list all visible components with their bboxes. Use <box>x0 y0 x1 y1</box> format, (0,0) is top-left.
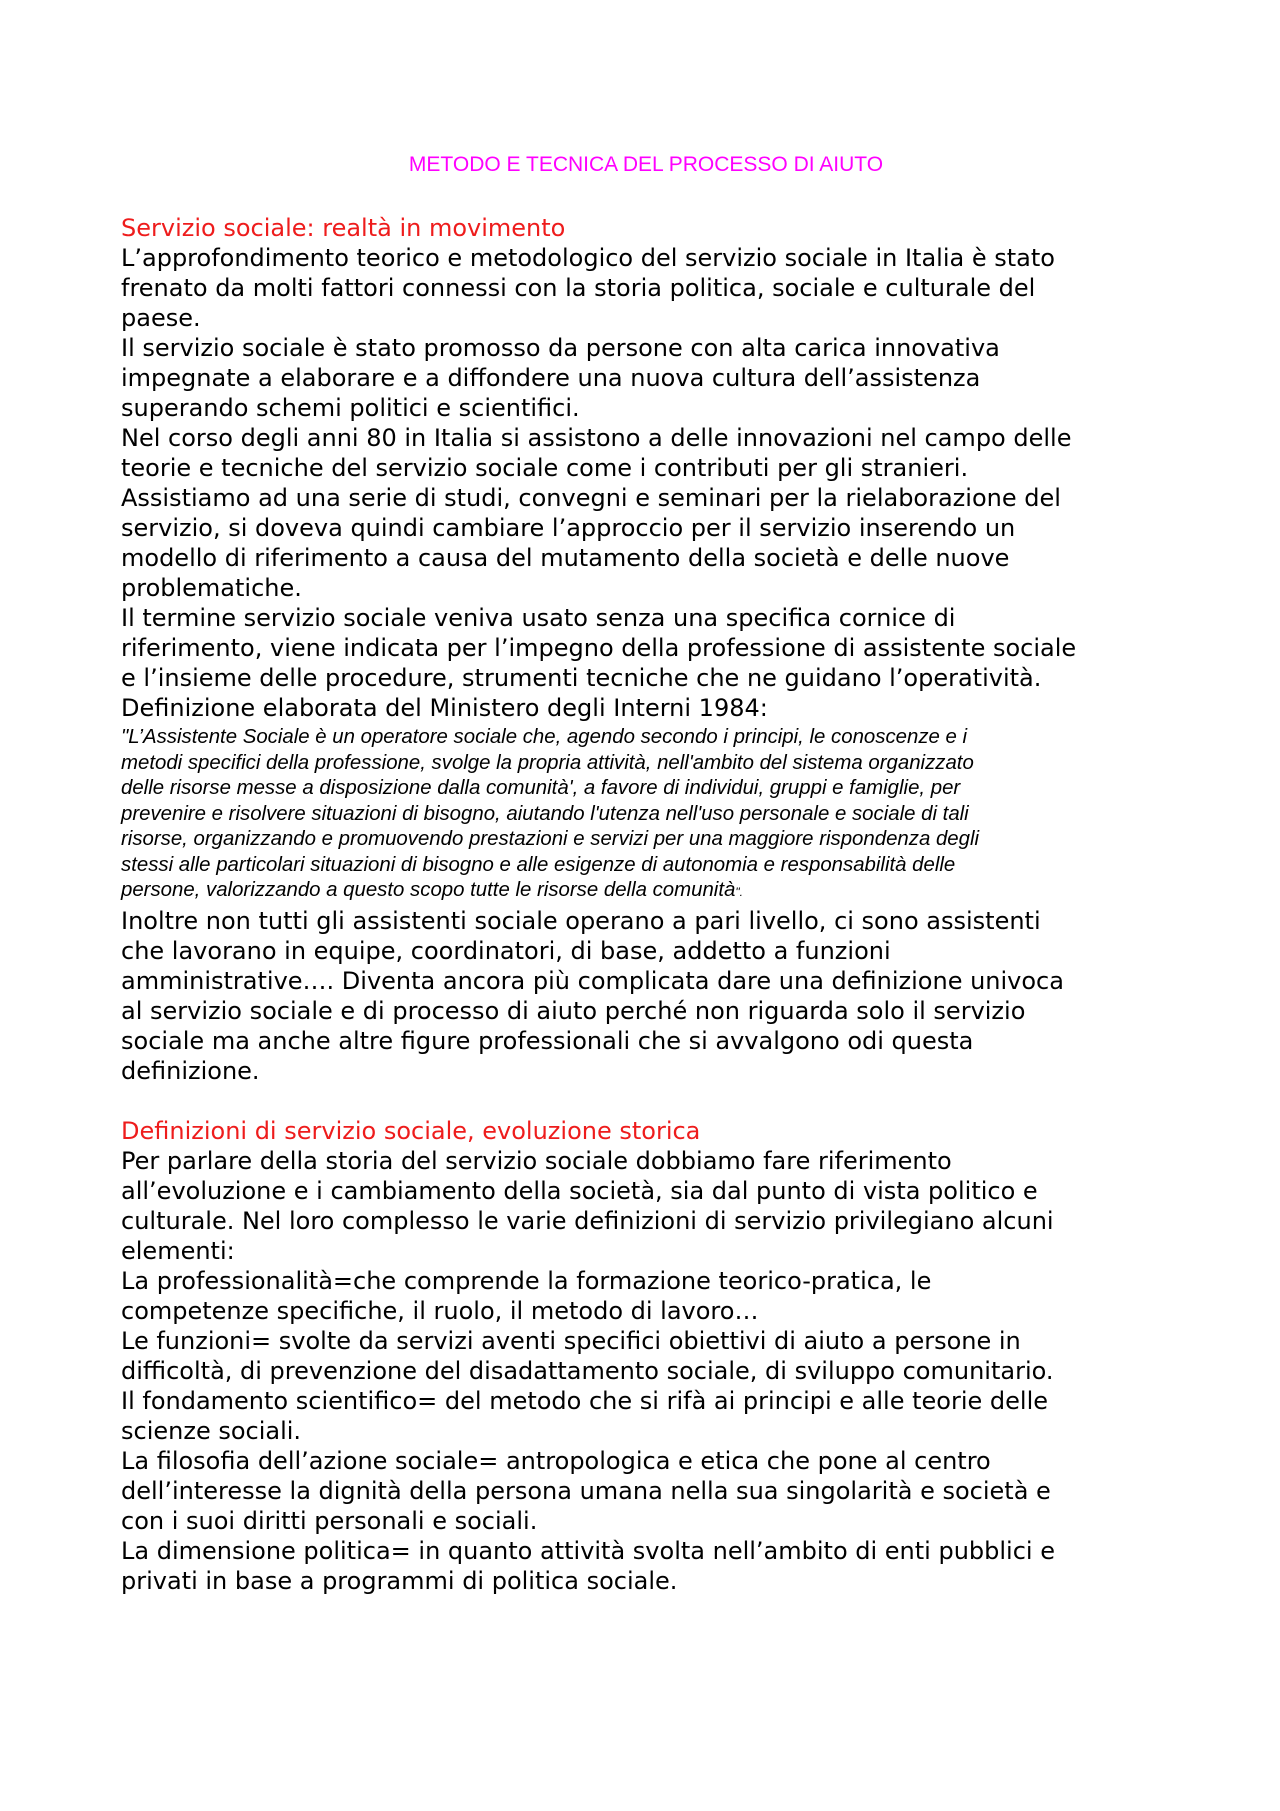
text-line: stessi alle particolari situazioni di bisogno e alle esigenze di autonomia e responsabilità delle <box>121 853 956 876</box>
paragraph <box>121 1386 1171 1446</box>
text-line: Per parlare della storia del servizio sociale dobbiamo fare riferimento <box>121 1146 952 1175</box>
paragraph <box>121 693 1171 723</box>
paragraph <box>121 603 1171 693</box>
text-line: impegnate a elaborare e a diffondere una nuova cultura dell’assistenza <box>121 364 981 392</box>
text-line: paese. <box>121 304 201 332</box>
text-line: La filosofia dell’azione sociale= antropologica e etica che pone al centro <box>121 1446 991 1475</box>
ministry-definition-quote <box>121 725 1171 906</box>
text-line: culturale. Nel loro complesso le varie definizioni di servizio privilegiano alcuni <box>121 1206 1054 1235</box>
text-line: Assistiamo ad una serie di studi, convegni e seminari per la rielaborazione del <box>121 484 1061 512</box>
text-line: Il termine servizio sociale veniva usato senza una specifica cornice di <box>121 604 956 632</box>
text-line: teorie e tecniche del servizio sociale come i contributi per gli stranieri. <box>121 454 969 482</box>
text-line: competenze specifiche, il ruolo, il metodo di lavoro… <box>121 1296 759 1325</box>
text-line: privati in base a programmi di politica sociale. <box>121 1566 678 1595</box>
paragraph <box>121 1146 1171 1266</box>
text-line: scienze sociali. <box>121 1416 302 1445</box>
paragraph <box>121 1326 1171 1386</box>
text-line: elementi: <box>121 1236 235 1265</box>
text-line: servizio, si doveva quindi cambiare l’approccio per il servizio inserendo un <box>121 514 1016 542</box>
paragraph <box>121 243 1171 333</box>
text-line: metodi specifici della professione, svolge la propria attività, nell'ambito del sistema organizzato <box>121 751 974 774</box>
text-line: sociale ma anche altre figure professionali che si avvalgono odi questa <box>121 1026 974 1055</box>
text-line: Inoltre non tutti gli assistenti sociale operano a pari livello, ci sono assistenti <box>121 906 1041 935</box>
text-line: problematiche. <box>121 574 302 602</box>
quote-closing-mark: ". <box>735 885 743 899</box>
paragraph <box>121 1536 1171 1596</box>
text-line: risorse, organizzando e promuovendo prestazioni e servizi per una maggiore rispondenza degli <box>121 828 980 850</box>
section-heading-definizioni: Definizioni di servizio sociale, evoluzione storica <box>121 1116 701 1145</box>
text-line: frenato da molti fattori connessi con la storia politica, sociale e culturale del <box>121 274 1036 302</box>
text-line: "L’Assistente Sociale è un operatore sociale che, agendo secondo i principi, le conoscenze e i <box>121 726 968 748</box>
document-title: METODO E TECNICA DEL PROCESSO DI AIUTO <box>408 153 884 176</box>
text-line: Il fondamento scientifico= del metodo che si rifà ai principi e alle teorie delle <box>121 1386 1048 1415</box>
text-line: al servizio sociale e di processo di aiuto perché non riguarda solo il servizio <box>121 996 1026 1025</box>
text-line: delle risorse messe a disposizione dalla comunità', a favore di individui, gruppi e famiglie, per <box>121 777 961 799</box>
text-line: L’approfondimento teorico e metodologico del servizio sociale in Italia è stato <box>121 244 1055 272</box>
text-line: Il servizio sociale è stato promosso da persone con alta carica innovativa <box>121 334 1000 362</box>
text-line: Nel corso degli anni 80 in Italia si assistono a delle innovazioni nel campo delle <box>121 424 1072 452</box>
text-line: difficoltà, di prevenzione del disadattamento sociale, di sviluppo comunitario. <box>121 1356 1054 1385</box>
paragraph <box>121 423 1171 483</box>
section-heading-servizio-sociale: Servizio sociale: realtà in movimento <box>121 214 566 242</box>
paragraph <box>121 333 1171 423</box>
paragraph <box>121 1446 1171 1536</box>
text-line: all’evoluzione e i cambiamento della società, sia dal punto di vista politico e <box>121 1176 1038 1205</box>
paragraph <box>121 1266 1171 1326</box>
text-line: con i suoi diritti personali e sociali. <box>121 1506 538 1535</box>
text-line: Definizione elaborata del Ministero degli Interni 1984: <box>121 694 768 722</box>
paragraph <box>121 906 1171 1086</box>
text-line: La professionalità=che comprende la formazione teorico-pratica, le <box>121 1266 932 1295</box>
text-line: dell’interesse la dignità della persona umana nella sua singolarità e società e <box>121 1476 1051 1505</box>
text-line: modello di riferimento a causa del mutamento della società e delle nuove <box>121 544 1010 572</box>
text-line: La dimensione politica= in quanto attività svolta nell’ambito di enti pubblici e <box>121 1536 1055 1565</box>
text-line: che lavorano in equipe, coordinatori, di base, addetto a funzioni <box>121 936 891 965</box>
text-line: amministrative…. Diventa ancora più complicata dare una definizione univoca <box>121 966 1064 995</box>
document-page <box>121 150 1171 1596</box>
paragraph <box>121 483 1171 603</box>
text-line: persone, valorizzando a questo scopo tutte le risorse della comunità". <box>121 879 743 901</box>
text-line: prevenire e risolvere situazioni di bisogno, aiutando l'utenza nell'uso personale e sociale di tali <box>121 802 969 825</box>
text-line: riferimento, viene indicata per l’impegno della professione di assistente sociale <box>121 634 1077 662</box>
text-line: e l’insieme delle procedure, strumenti tecniche che ne guidano l’operatività. <box>121 664 1042 692</box>
text-line: definizione. <box>121 1056 260 1085</box>
text-line: superando schemi politici e scientifici. <box>121 394 580 422</box>
text-line: Le funzioni= svolte da servizi aventi specifici obiettivi di aiuto a persone in <box>121 1326 1021 1355</box>
section-spacer <box>121 1086 1171 1116</box>
